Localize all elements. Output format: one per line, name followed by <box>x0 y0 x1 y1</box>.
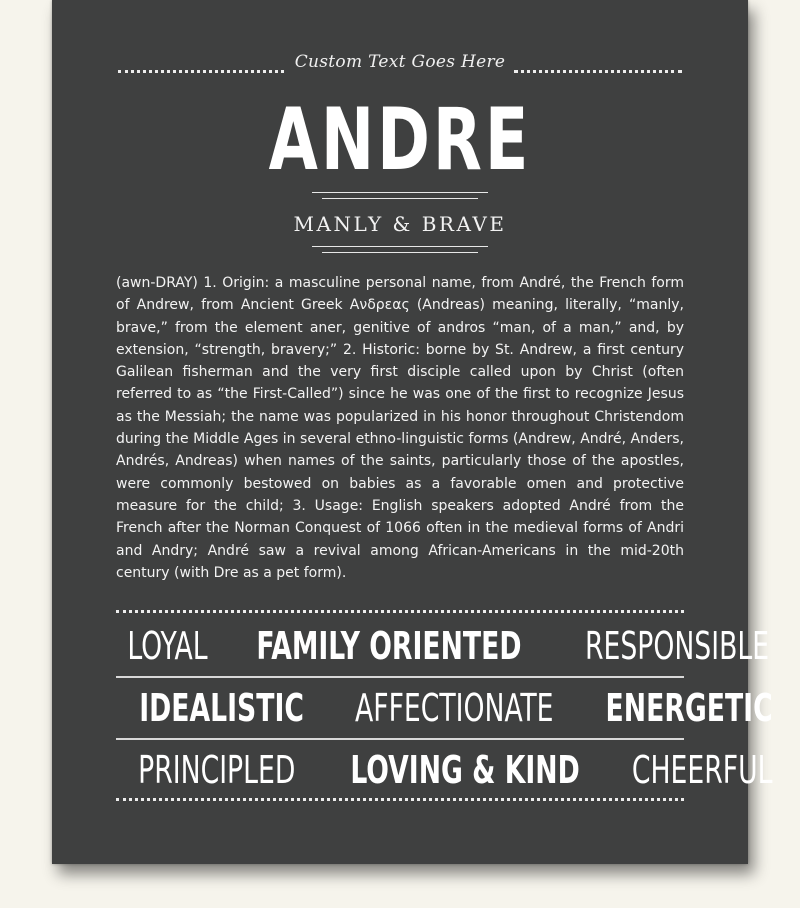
trait: LOYAL <box>127 624 208 668</box>
trait: FAMILY ORIENTED <box>256 624 522 668</box>
trait: LOVING & KIND <box>349 748 580 792</box>
trait: AFFECTIONATE <box>355 686 554 730</box>
meaning-rule-top <box>312 246 488 247</box>
traits-row-1 <box>116 622 769 670</box>
trait: PRINCIPLED <box>138 748 296 792</box>
meaning-rule-bottom <box>322 252 478 253</box>
traits-separator <box>116 738 684 740</box>
custom-text: Custom Text Goes Here <box>294 52 506 72</box>
trait: IDEALISTIC <box>139 686 304 730</box>
traits-row-2 <box>116 684 773 732</box>
name-meaning: MANLY & BRAVE <box>293 212 507 236</box>
dotted-divider-traits-bottom <box>116 798 684 801</box>
title-rule-bottom <box>322 198 478 199</box>
traits-separator <box>116 676 684 678</box>
trait: ENERGETIC <box>605 686 773 730</box>
title-rule-top <box>312 192 488 193</box>
name-definition: (awn-DRAY) 1. Origin: a masculine personal name, from André, the French form of Andrew, from Ancient Greek Ανδρεας (Andreas) meaning, literally, “manly, brave,” from the element aner, genitive of andros “man, of a man,” and, by extension, “strength, bravery;” 2. Historic: borne by St. Andrew, a first century Galilean fisherman and the very first disciple called upon by Christ (often referred to as “the First-Called”) since he was one of the first to recognize Jesus as the Messiah; the name was popularized in his honor throughout Christendom during the Middle Ages in several ethno-linguistic forms (Andrew, André, Anders, Andrés, Andreas) when names of the saints, particularly those of the apostles, were commonly bestowed on babies as a favorable omen and protective measure for the child; 3. Usage: English speakers adopted André from the French after the Norman Conquest of 1066 often in the medieval forms of Andri and Andry; André saw a revival among African-Americans in the mid-20th century (with Dre as a pet form). <box>116 275 684 581</box>
name-title: ANDRE <box>268 90 532 190</box>
traits-row-3 <box>116 746 773 794</box>
name-poster <box>52 0 773 864</box>
dotted-divider-traits-top <box>116 610 684 613</box>
trait: CHEERFUL <box>631 748 773 792</box>
trait: RESPONSIBLE <box>584 624 769 668</box>
